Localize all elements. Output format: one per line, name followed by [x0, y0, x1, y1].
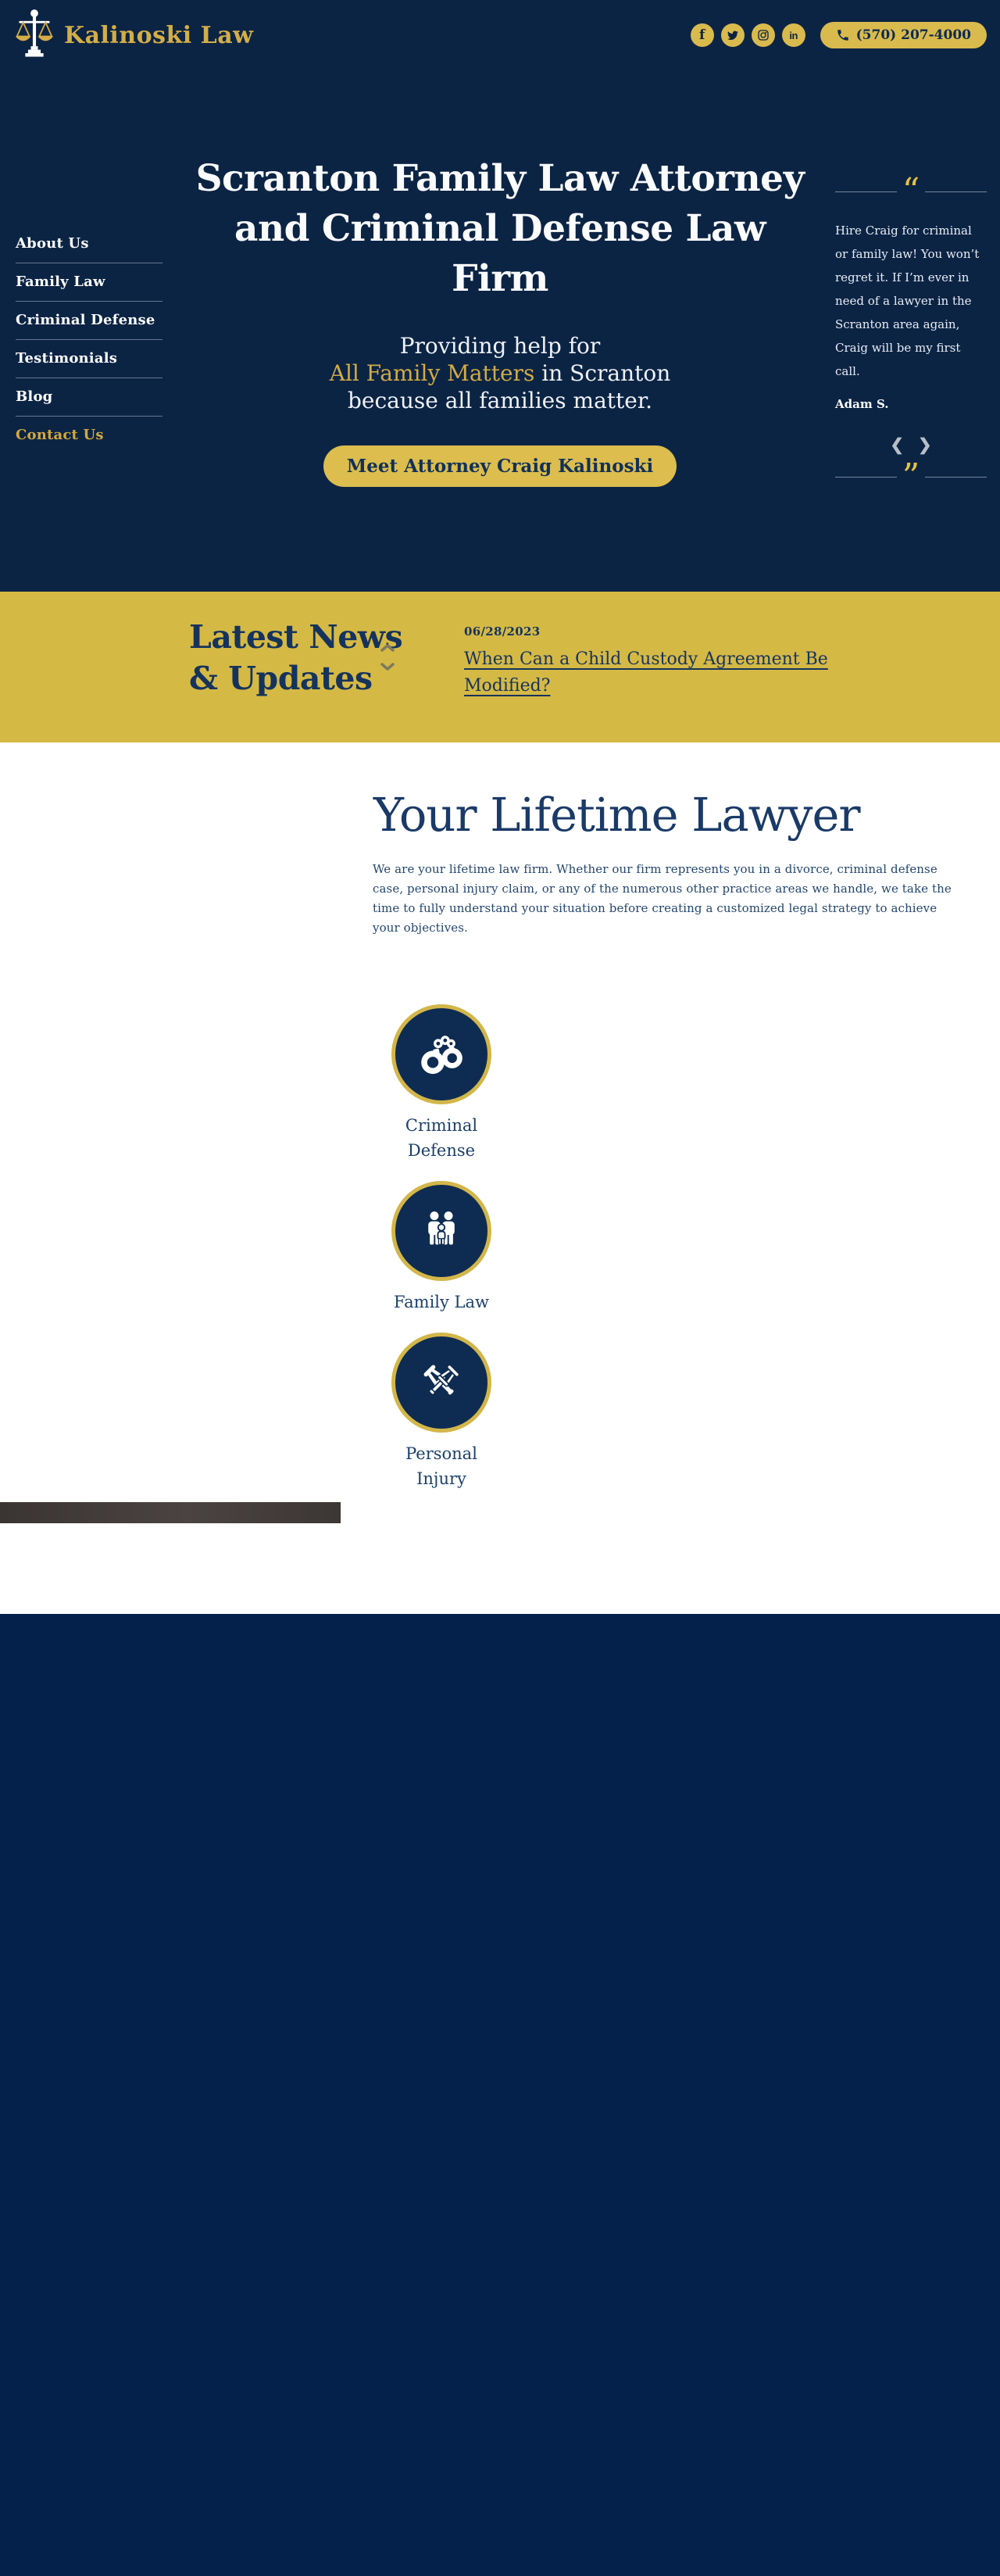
hero-sidebar-nav: [16, 225, 162, 454]
hero-section: [0, 0, 1000, 592]
family-law-link[interactable]: [391, 1181, 491, 1281]
facebook-icon[interactable]: f: [691, 23, 714, 47]
hero-title-line-3: Firm: [452, 257, 548, 300]
carousel-next-icon[interactable]: ❯: [918, 435, 932, 454]
close-quote-icon: ”: [902, 456, 920, 496]
hero-content: [156, 154, 844, 487]
news-date: 06/28/2023: [464, 624, 541, 639]
testimonial-top-rule: [835, 171, 987, 211]
chevron-down-icon[interactable]: [380, 662, 395, 671]
nav-item-about-us[interactable]: About Us: [16, 225, 162, 263]
testimonial-bottom-rule: [835, 456, 987, 496]
partial-photo-strip: [0, 1502, 341, 1523]
site-header: [0, 0, 1000, 63]
practice-areas: [386, 1004, 497, 1509]
news-item: [464, 624, 831, 699]
nav-item-blog[interactable]: Blog: [16, 378, 162, 417]
nav-item-contact-us[interactable]: Contact Us: [16, 427, 104, 443]
nav-item-family-law[interactable]: Family Law: [16, 263, 162, 302]
hero-title: [156, 154, 844, 304]
news-scroller: [380, 643, 395, 671]
practice-area-label: Criminal Defense: [405, 1116, 478, 1160]
section-title: Your Lifetime Lawyer: [373, 788, 860, 842]
header-actions: [691, 22, 987, 48]
news-article-link[interactable]: When Can a Child Custody Agreement Be Modified?: [464, 649, 828, 696]
criminal-defense-link[interactable]: [391, 1004, 491, 1104]
hero-subtitle-highlight: All Family Matters: [329, 360, 535, 386]
scales-of-justice-icon: [13, 7, 55, 63]
brand-name: Kalinoski Law: [64, 21, 254, 49]
phone-call-button[interactable]: [820, 22, 987, 48]
crutches-icon: [416, 1358, 466, 1408]
meet-attorney-button[interactable]: Meet Attorney Craig Kalinoski: [323, 445, 677, 487]
phone-icon: [836, 28, 850, 42]
instagram-icon[interactable]: [752, 23, 775, 47]
section-paragraph: We are your lifetime law firm. Whether our firm represents you in a divorce, criminal defense case, personal injury claim, or any of the numerous other practice areas we handle, we take the time to fully understand your situation before creating a customized legal strategy to achieve your objectives.: [373, 862, 952, 935]
carousel-arrows: [835, 435, 987, 454]
below-fold-section: [0, 1614, 1000, 2576]
nav-item-testimonials[interactable]: Testimonials: [16, 340, 162, 378]
testimonial-carousel: [835, 171, 987, 496]
testimonial-author: Adam S.: [835, 397, 889, 411]
chevron-up-icon[interactable]: [380, 643, 395, 653]
nav-item-criminal-defense[interactable]: Criminal Defense: [16, 302, 162, 340]
lifetime-lawyer-section: [0, 742, 1000, 1614]
hero-subtitle: Providing help for All Family Matters in Scranton because all families matter.: [329, 333, 671, 413]
handcuffs-icon: [416, 1029, 467, 1080]
family-icon: [417, 1207, 466, 1255]
personal-injury-link[interactable]: [391, 1333, 491, 1433]
carousel-prev-icon[interactable]: ❮: [890, 435, 904, 454]
twitter-icon[interactable]: [721, 23, 745, 47]
phone-number: (570) 207-4000: [855, 27, 971, 43]
practice-area-criminal-defense: [386, 1004, 497, 1163]
latest-news-banner: [0, 592, 1000, 742]
news-heading: Latest News & Updates: [189, 618, 403, 697]
linkedin-icon[interactable]: in: [782, 23, 805, 47]
hero-title-line-1: Scranton Family Law Attorney: [195, 157, 805, 200]
practice-area-label: Personal Injury: [405, 1444, 477, 1488]
brand-logo-link[interactable]: [13, 7, 254, 63]
testimonial-quote: Hire Craig for criminal or family law! You won’t regret it. If I’m ever in need of a lawyer in the Scranton area again, Craig will be my first call.: [835, 224, 980, 378]
hero-title-line-2: and Criminal Defense Law: [234, 207, 766, 250]
practice-area-label: Family Law: [394, 1293, 489, 1311]
practice-area-personal-injury: [386, 1333, 497, 1491]
open-quote-icon: “: [902, 171, 920, 211]
practice-area-family-law: [386, 1181, 497, 1315]
